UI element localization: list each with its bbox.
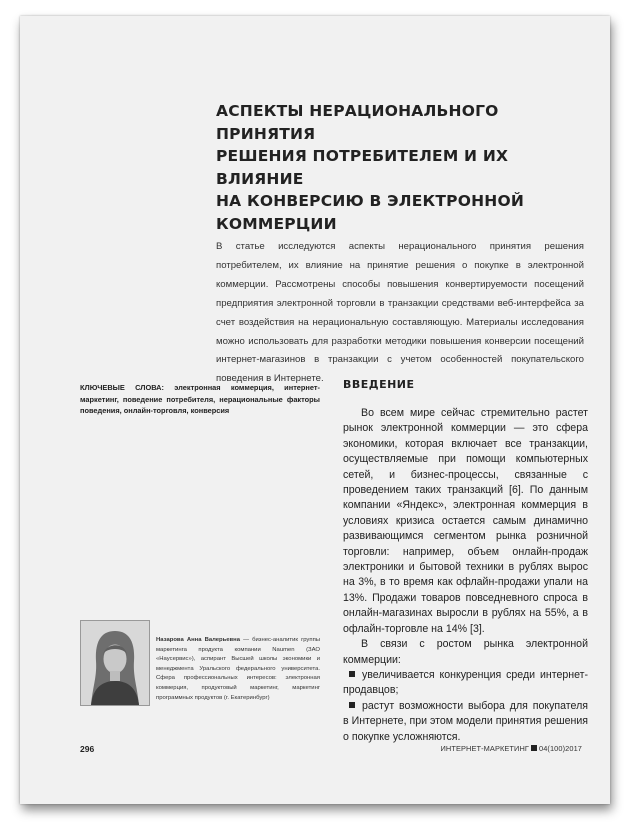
article-body: [343, 406, 588, 745]
author-info: [156, 636, 320, 703]
author-photo: [80, 620, 150, 706]
journal-page: [20, 16, 610, 804]
title-line: НА КОНВЕРСИЮ В ЭЛЕКТРОННОЙ: [216, 192, 525, 210]
list-item-text: увеличивается конкуренция среди интернет-продавцов;: [343, 668, 588, 697]
bullet-list: [343, 668, 588, 745]
title-line: КОММЕРЦИИ: [216, 214, 337, 233]
journal-name: ИНТЕРНЕТ-МАРКЕТИНГ: [440, 744, 529, 753]
keywords-text: электронная коммерция, интернет-маркетинг, поведение потребителя, нерациональные факторы поведения, онлайн-торговля, конверсия: [80, 383, 320, 416]
keywords-label: КЛЮЧЕВЫЕ СЛОВА:: [80, 383, 164, 392]
article-abstract: В статье исследуются аспекты нерационального принятия решения потребителем, их влияние на принятие решения о покупке в электронной коммерции. Рассмотрены способы повышения конвертируемости посещений предприятия электронной торговли в транзакции средствами веб-интерфейса за счет воздействия на нерациональную составляющую. Материалы исследования можно использовать для разработки методики повышения конверсии посещений интернет-магазинов в транзакции с учетом особенностей покупательского поведения в Интернете.: [216, 241, 584, 385]
list-item-text: растут возможности выбора для покупателя в Интернете, при этом модели принятия решения о покупке усложняются.: [343, 699, 588, 743]
body-paragraph: Во всем мире сейчас стремительно растет рынок электронной коммерции — это сфера экономики, которая включает все транзакции, осуществляемые при помощи компьютерных сетей, и бизнес-процессы, связанные с проведением таких транзакций [6]. По данным компании «Яндекс», электронная коммерция в условиях кризиса остается самым динамично развивающимся сегментом рынка розничной торговли: например, объем онлайн-продаж электроники и бытовой техники в рублях вырос на 3%, в то время как офлайн-продажи упали на 13%. Продажи товаров повседневного спроса в онлайн-магазинах выросли в рублях на 55%, а в офлайн-торговле на 14% [3].: [343, 407, 588, 635]
body-paragraph: В связи с ростом рынка электронной коммерции:: [343, 638, 588, 666]
list-item: [343, 668, 588, 699]
title-line: АСПЕКТЫ НЕРАЦИОНАЛЬНОГО ПРИНЯТИЯ: [216, 102, 499, 143]
running-footer: [441, 744, 583, 753]
page-number: 296: [80, 744, 95, 754]
section-heading: ВВЕДЕНИЕ: [343, 378, 415, 391]
title-line: РЕШЕНИЯ ПОТРЕБИТЕЛЕМ И ИХ ВЛИЯНИЕ: [216, 147, 509, 188]
article-title: [216, 100, 596, 235]
list-item: [343, 699, 588, 745]
keywords: [80, 382, 320, 417]
author-name: Назарова Анна Валерьевна: [156, 637, 240, 643]
author-description: — бизнес-аналитик группы маркетинга продукта компании Naumen (ЗАО «Наусервис»), аспирант Высшей школы экономики и менеджмента Уральского федерального университета. Сфера профессиональных интересов: электронная коммерция, продуктовый маркетинг, маркетинг программных продуктов (г. Екатеринбург): [156, 637, 320, 701]
square-bullet-icon: [349, 671, 355, 677]
issue-number: 04(100)2017: [538, 744, 582, 753]
square-separator-icon: [531, 745, 537, 751]
square-bullet-icon: [349, 702, 355, 708]
author-portrait-icon: [81, 621, 149, 705]
